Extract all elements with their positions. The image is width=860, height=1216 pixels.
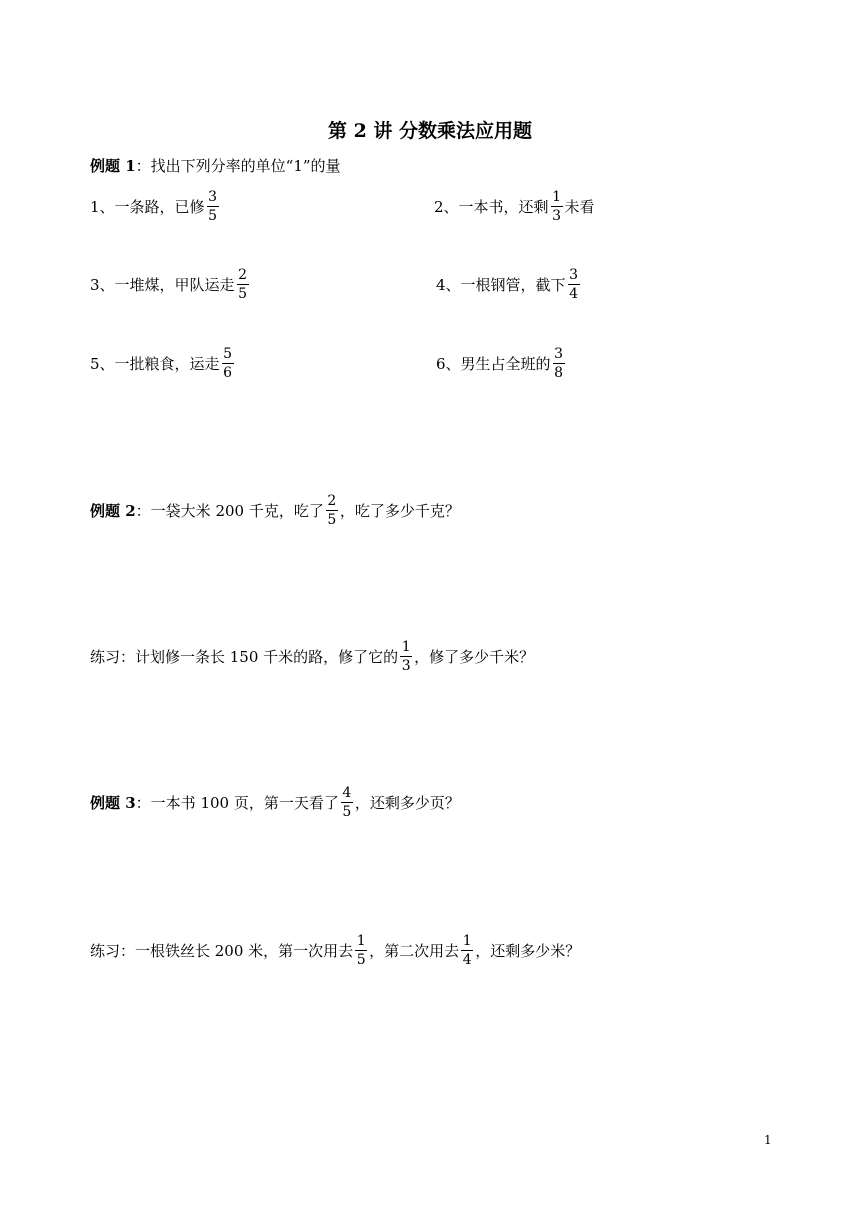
denominator: 3 bbox=[401, 657, 411, 674]
numerator: 3 bbox=[554, 345, 563, 362]
fraction-bar bbox=[461, 950, 473, 951]
fraction bbox=[568, 267, 580, 302]
example-2 bbox=[90, 488, 460, 532]
fraction-bar bbox=[326, 510, 338, 511]
practice-2-text: 练习：一根铁丝长 200 米，第一次用去 bbox=[90, 941, 354, 960]
practice-2-question: ，还剩多少米？ bbox=[475, 941, 581, 960]
example-3-text: ：一本书 100 页，第一天看了 bbox=[135, 793, 339, 812]
numerator: 5 bbox=[223, 345, 232, 362]
fraction-bar bbox=[222, 363, 234, 364]
item-text: 4、一根钢管，截下 bbox=[436, 275, 566, 294]
fraction bbox=[551, 189, 563, 224]
denominator: 5 bbox=[208, 207, 217, 224]
example-1-text: ：找出下列分率的单位“1”的量 bbox=[135, 157, 341, 175]
denominator: 8 bbox=[554, 364, 563, 381]
ex1-item-3 bbox=[90, 262, 251, 306]
numerator: 1 bbox=[462, 932, 472, 949]
example-2-label: 例题 2 bbox=[90, 501, 136, 520]
example-1-heading bbox=[90, 155, 341, 176]
practice-2-mid-text: ，第二次用去 bbox=[369, 941, 460, 960]
item-text: 6、男生占全班的 bbox=[436, 354, 551, 373]
example-1-label: 例题 1 bbox=[90, 157, 136, 175]
fraction bbox=[326, 493, 338, 528]
fraction-bar bbox=[237, 284, 249, 285]
fraction bbox=[237, 267, 249, 302]
fraction-bar bbox=[400, 656, 412, 657]
fraction-bar bbox=[551, 206, 563, 207]
ex1-item-4 bbox=[436, 262, 582, 306]
denominator: 6 bbox=[223, 364, 232, 381]
fraction-bar bbox=[568, 284, 580, 285]
denominator: 5 bbox=[342, 803, 352, 820]
fraction bbox=[400, 639, 412, 674]
example-3-question: ，还剩多少页？ bbox=[354, 793, 460, 812]
fraction-bar bbox=[355, 950, 367, 951]
fraction-bar bbox=[207, 206, 219, 207]
example-3 bbox=[90, 780, 460, 824]
example-2-question: ，吃了多少千克？ bbox=[339, 501, 460, 520]
item-text: 2、一本书，还剩 bbox=[434, 197, 549, 216]
item-text: 1、一条路，已修 bbox=[90, 197, 205, 216]
fraction-bar bbox=[341, 802, 353, 803]
denominator: 5 bbox=[327, 511, 337, 528]
page-number: 1 bbox=[764, 1133, 772, 1147]
fraction bbox=[222, 346, 234, 381]
fraction bbox=[461, 933, 473, 968]
numerator: 1 bbox=[552, 188, 561, 205]
example-2-text: ：一袋大米 200 千克，吃了 bbox=[135, 501, 324, 520]
numerator: 3 bbox=[569, 266, 578, 283]
fraction-bar bbox=[553, 363, 565, 364]
ex1-item-5 bbox=[90, 341, 236, 385]
example-3-label: 例题 3 bbox=[90, 793, 136, 812]
numerator: 2 bbox=[327, 492, 337, 509]
fraction bbox=[207, 189, 219, 224]
ex1-item-1 bbox=[90, 184, 221, 228]
practice-1-text: 练习：计划修一条长 150 千米的路，修了它的 bbox=[90, 647, 399, 666]
item-suffix: 未看 bbox=[564, 197, 595, 216]
item-text: 5、一批粮食，运走 bbox=[90, 354, 220, 373]
denominator: 4 bbox=[569, 285, 578, 302]
numerator: 4 bbox=[342, 784, 352, 801]
fraction bbox=[341, 785, 353, 820]
numerator: 3 bbox=[208, 188, 217, 205]
practice-1 bbox=[90, 634, 534, 678]
numerator: 1 bbox=[401, 638, 411, 655]
denominator: 4 bbox=[462, 951, 472, 968]
ex1-item-6 bbox=[436, 341, 567, 385]
denominator: 5 bbox=[238, 285, 247, 302]
practice-1-question: ，修了多少千米？ bbox=[414, 647, 535, 666]
practice-2 bbox=[90, 928, 580, 972]
page-title: 第 2 讲 分数乘法应用题 bbox=[327, 120, 533, 142]
item-text: 3、一堆煤，甲队运走 bbox=[90, 275, 235, 294]
denominator: 5 bbox=[356, 951, 366, 968]
fraction bbox=[355, 933, 367, 968]
numerator: 1 bbox=[356, 932, 366, 949]
numerator: 2 bbox=[238, 266, 247, 283]
fraction bbox=[553, 346, 565, 381]
ex1-item-2 bbox=[434, 184, 595, 228]
denominator: 3 bbox=[552, 207, 561, 224]
